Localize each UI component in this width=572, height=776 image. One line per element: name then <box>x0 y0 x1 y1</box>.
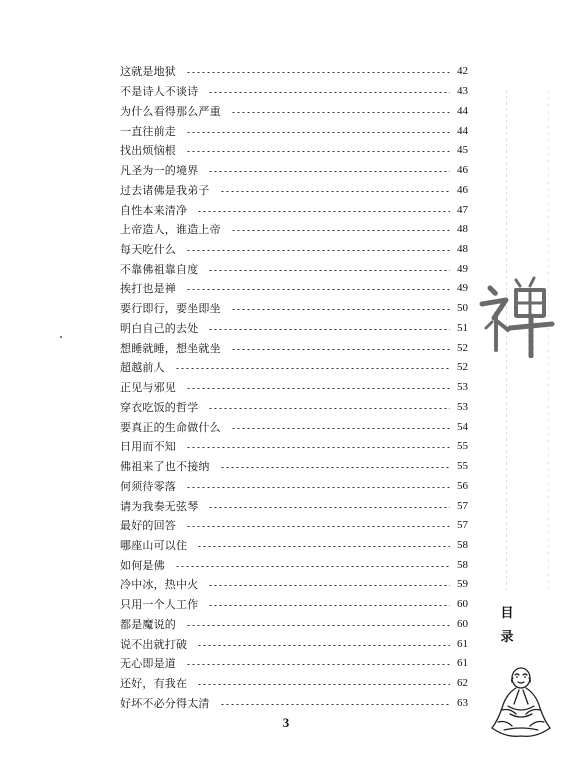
toc-entry-page: 60 <box>457 598 468 611</box>
toc-entry-page: 52 <box>457 341 468 354</box>
toc-entry-page: 59 <box>457 578 468 591</box>
table-of-contents <box>120 62 468 713</box>
toc-entry-page: 49 <box>457 262 468 275</box>
page-number: 3 <box>282 715 290 730</box>
toc-dot-leader <box>197 684 450 685</box>
toc-dot-leader <box>208 585 450 586</box>
toc-entry-title: 冷中冰，热中火 <box>120 578 199 592</box>
toc-entry <box>120 259 468 279</box>
toc-dot-leader <box>197 546 450 547</box>
toc-entry <box>120 82 468 102</box>
toc-entry <box>120 536 468 556</box>
toc-entry-title: 自性本来清净 <box>120 203 188 217</box>
toc-entry-page: 57 <box>457 519 468 532</box>
toc-entry-title: 只用一个人工作 <box>120 598 199 612</box>
toc-entry-title: 每天吃什么 <box>120 242 176 256</box>
toc-dot-leader <box>220 704 450 705</box>
toc-entry-title: 何须待零落 <box>120 479 176 493</box>
toc-entry-title: 要真正的生命做什么 <box>120 420 221 434</box>
toc-dot-leader <box>231 230 450 231</box>
toc-entry-page: 49 <box>457 282 468 295</box>
toc-entry-title: 都是魔说的 <box>120 617 176 631</box>
toc-entry-page: 55 <box>457 460 468 473</box>
toc-entry-title: 一直往前走 <box>120 124 176 138</box>
toc-entry <box>120 496 468 516</box>
toc-entry-page: 46 <box>457 164 468 177</box>
toc-entry-page: 60 <box>457 617 468 630</box>
toc-entry-title: 日用而不知 <box>120 440 176 454</box>
toc-entry <box>120 141 468 161</box>
toc-entry <box>120 397 468 417</box>
toc-dot-leader <box>186 487 450 488</box>
toc-entry-page: 43 <box>457 85 468 98</box>
toc-entry-title: 挨打也是禅 <box>120 282 176 296</box>
toc-entry-page: 55 <box>457 440 468 453</box>
toc-entry-page: 44 <box>457 104 468 117</box>
toc-entry <box>120 121 468 141</box>
toc-dot-leader <box>186 526 450 527</box>
toc-dot-leader <box>186 664 450 665</box>
toc-dot-leader <box>186 151 450 152</box>
toc-entry <box>120 555 468 575</box>
toc-entry <box>120 417 468 437</box>
toc-entry <box>120 180 468 200</box>
toc-entry-title: 哪座山可以住 <box>120 538 188 552</box>
toc-entry <box>120 161 468 181</box>
toc-entry-page: 48 <box>457 223 468 236</box>
toc-entry-title: 找出烦恼根 <box>120 144 176 158</box>
toc-entry-page: 58 <box>457 558 468 571</box>
toc-entry-page: 57 <box>457 499 468 512</box>
toc-entry-title: 不是诗人不谈诗 <box>120 85 199 99</box>
toc-entry <box>120 654 468 674</box>
toc-entry-title: 无心即是道 <box>120 657 176 671</box>
toc-entry <box>120 615 468 635</box>
toc-dot-leader <box>231 112 450 113</box>
toc-dot-leader <box>208 270 450 271</box>
contents-label-char-2: 录 <box>500 630 514 645</box>
toc-entry-page: 42 <box>457 65 468 78</box>
toc-entry-title: 最好的回答 <box>120 519 176 533</box>
toc-entry-title: 超越前人 <box>120 361 165 375</box>
toc-dot-leader <box>175 368 450 369</box>
toc-dot-leader <box>186 447 450 448</box>
toc-dot-leader <box>231 309 450 310</box>
toc-entry-page: 62 <box>457 677 468 690</box>
toc-dot-leader <box>197 645 450 646</box>
toc-dot-leader <box>186 388 450 389</box>
toc-entry <box>120 279 468 299</box>
toc-entry-page: 53 <box>457 400 468 413</box>
toc-entry-page: 58 <box>457 538 468 551</box>
toc-dot-leader <box>186 250 450 251</box>
toc-entry-page: 61 <box>457 637 468 650</box>
toc-entry-title: 说不出就打破 <box>120 637 188 651</box>
toc-entry-title: 穿衣吃饭的哲学 <box>120 400 199 414</box>
toc-entry-page: 63 <box>457 696 468 709</box>
toc-entry-title: 佛祖来了也不接纳 <box>120 460 210 474</box>
toc-entry-title: 想睡就睡，想坐就坐 <box>120 341 221 355</box>
toc-dot-leader <box>231 349 450 350</box>
toc-entry-title: 上帝造人，谁造上帝 <box>120 223 221 237</box>
toc-entry <box>120 575 468 595</box>
toc-entry <box>120 319 468 339</box>
toc-entry-page: 46 <box>457 183 468 196</box>
toc-dot-leader <box>208 329 450 330</box>
toc-entry <box>120 358 468 378</box>
toc-dot-leader <box>208 92 450 93</box>
toc-entry-page: 44 <box>457 124 468 137</box>
toc-dot-leader <box>231 428 450 429</box>
toc-entry-title: 要行即行，要坐即坐 <box>120 302 221 316</box>
toc-entry <box>120 378 468 398</box>
toc-dot-leader <box>197 211 450 212</box>
contents-label-char-1: 目 <box>500 606 514 621</box>
toc-entry-title: 凡圣为一的境界 <box>120 164 199 178</box>
toc-entry <box>120 595 468 615</box>
toc-entry <box>120 634 468 654</box>
toc-entry <box>120 220 468 240</box>
toc-entry-page: 45 <box>457 144 468 157</box>
toc-dot-leader <box>208 171 450 172</box>
toc-dot-leader <box>186 625 450 626</box>
toc-dot-leader <box>186 72 450 73</box>
chan-calligraphy-icon <box>476 268 556 358</box>
toc-entry <box>120 338 468 358</box>
toc-dot-leader <box>208 408 450 409</box>
toc-entry-page: 52 <box>457 361 468 374</box>
toc-entry-title: 还好，有我在 <box>120 677 188 691</box>
toc-dot-leader <box>220 467 450 468</box>
toc-entry-page: 61 <box>457 657 468 670</box>
toc-entry-title: 如何是佛 <box>120 558 165 572</box>
toc-entry <box>120 62 468 82</box>
toc-entry-title: 过去诸佛是我弟子 <box>120 183 210 197</box>
toc-dot-leader <box>208 507 450 508</box>
toc-entry-title: 这就是地狱 <box>120 65 176 79</box>
toc-dot-leader <box>220 191 450 192</box>
toc-entry-title: 好坏不必分得太清 <box>120 696 210 710</box>
toc-entry <box>120 299 468 319</box>
toc-entry <box>120 101 468 121</box>
toc-dot-leader <box>186 132 450 133</box>
toc-entry <box>120 457 468 477</box>
toc-entry-page: 56 <box>457 479 468 492</box>
toc-entry-page: 51 <box>457 321 468 334</box>
toc-entry-page: 48 <box>457 242 468 255</box>
toc-dot-leader <box>186 289 450 290</box>
toc-entry-title: 为什么看得那么严重 <box>120 104 221 118</box>
toc-entry <box>120 694 468 714</box>
toc-entry-title: 正见与邪见 <box>120 381 176 395</box>
toc-entry-title: 明白自己的去处 <box>120 321 199 335</box>
toc-entry <box>120 437 468 457</box>
toc-entry <box>120 200 468 220</box>
stray-ink-dot <box>60 336 62 338</box>
toc-dot-leader <box>208 605 450 606</box>
toc-entry-page: 53 <box>457 381 468 394</box>
toc-entry-page: 54 <box>457 420 468 433</box>
toc-entry-title: 不靠佛祖靠自度 <box>120 262 199 276</box>
toc-entry-title: 请为我奏无弦琴 <box>120 499 199 513</box>
toc-entry <box>120 240 468 260</box>
toc-entry-page: 47 <box>457 203 468 216</box>
toc-entry-page: 50 <box>457 302 468 315</box>
toc-dot-leader <box>175 566 450 567</box>
toc-entry <box>120 476 468 496</box>
toc-entry <box>120 516 468 536</box>
toc-entry <box>120 674 468 694</box>
contents-vertical-label <box>497 602 517 650</box>
